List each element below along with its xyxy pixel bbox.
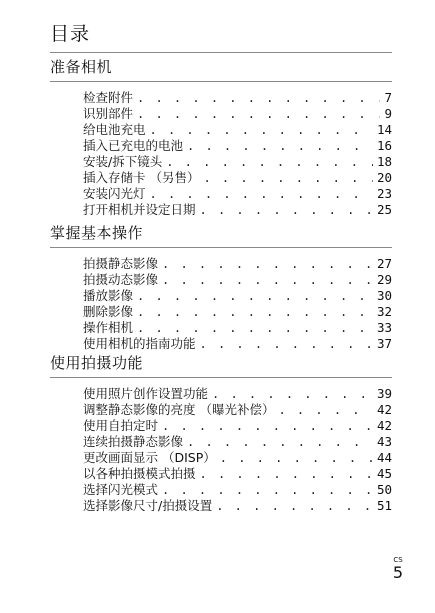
entry-page-number: 29 <box>376 272 392 287</box>
toc-entry[interactable] <box>83 304 392 320</box>
dot-leader <box>150 122 373 138</box>
toc-entry[interactable] <box>83 466 392 482</box>
dot-leader <box>212 386 373 402</box>
toc-entry[interactable] <box>83 154 392 170</box>
language-code: CS <box>393 556 403 564</box>
toc-entry[interactable] <box>83 386 392 402</box>
entry-label: 以各种拍摄模式拍摄 <box>83 466 196 481</box>
entry-page-number: 42 <box>376 418 392 433</box>
entry-label: 选择闪光模式 <box>83 482 159 497</box>
entry-label: 识别部件 <box>83 106 134 121</box>
page-title: 目录 <box>50 23 91 45</box>
toc-entry[interactable] <box>83 202 392 218</box>
toc-entry[interactable] <box>83 402 392 418</box>
section-rule <box>50 81 392 82</box>
dot-leader <box>137 304 373 320</box>
dot-leader <box>137 106 380 122</box>
entry-label: 更改画面显示 （DISP） <box>83 450 216 465</box>
entry-page-number: 16 <box>376 138 392 153</box>
entry-page-number: 37 <box>376 336 392 351</box>
dot-leader <box>150 186 373 202</box>
toc-section-shooting <box>50 354 392 514</box>
toc-entry[interactable] <box>83 138 392 154</box>
toc-entry[interactable] <box>83 186 392 202</box>
toc-entry[interactable] <box>83 170 392 186</box>
entry-page-number: 44 <box>376 450 392 465</box>
entry-label: 使用相机的指南功能 <box>83 336 196 351</box>
toc-entry[interactable] <box>83 288 392 304</box>
entry-page-number: 43 <box>376 434 392 449</box>
entry-page-number: 33 <box>376 320 392 335</box>
entry-page-number: 14 <box>376 122 392 137</box>
toc-entry[interactable] <box>83 90 392 106</box>
toc-entry[interactable] <box>83 256 392 272</box>
toc-entry[interactable] <box>83 434 392 450</box>
title-rule <box>50 52 392 53</box>
entry-label: 连续拍摄静态影像 <box>83 434 184 449</box>
entry-label: 插入存储卡 （另售） <box>83 170 200 185</box>
entry-page-number: 30 <box>376 288 392 303</box>
entry-page-number: 42 <box>376 402 392 417</box>
toc-entry[interactable] <box>83 320 392 336</box>
entry-page-number: 20 <box>376 170 392 185</box>
toc-section-prepare <box>50 58 392 218</box>
entry-label: 调整静态影像的亮度 （曝光补偿） <box>83 402 275 417</box>
entry-label: 删除影像 <box>83 304 134 319</box>
dot-leader <box>187 138 373 154</box>
toc-entry[interactable] <box>83 336 392 352</box>
entry-page-number: 18 <box>376 154 392 169</box>
section-heading: 掌握基本操作 <box>50 224 144 242</box>
entry-page-number: 50 <box>376 482 392 497</box>
dot-leader <box>200 202 373 218</box>
toc-entry[interactable] <box>83 450 392 466</box>
section-rule <box>50 247 392 248</box>
toc-entry[interactable] <box>83 106 392 122</box>
entry-page-number: 9 <box>384 106 392 121</box>
toc-entry[interactable] <box>83 272 392 288</box>
toc-entry[interactable] <box>83 498 392 514</box>
entry-page-number: 45 <box>376 466 392 481</box>
dot-leader <box>162 482 373 498</box>
entry-label: 插入已充电的电池 <box>83 138 184 153</box>
dot-leader <box>166 154 373 170</box>
page-footer <box>391 556 405 582</box>
dot-leader <box>137 288 373 304</box>
dot-leader <box>162 256 373 272</box>
dot-leader <box>216 498 373 514</box>
entry-label: 使用照片创作设置功能 <box>83 386 209 401</box>
entry-page-number: 39 <box>376 386 392 401</box>
dot-leader <box>278 402 372 418</box>
entry-label: 安装/拆下镜头 <box>83 154 163 169</box>
section-heading: 准备相机 <box>50 58 113 76</box>
entry-page-number: 25 <box>376 202 392 217</box>
entry-label: 使用自拍定时 <box>83 418 159 433</box>
entry-label: 拍摄静态影像 <box>83 256 159 271</box>
entry-page-number: 23 <box>376 186 392 201</box>
entry-label: 操作相机 <box>83 320 134 335</box>
entry-label: 拍摄动态影像 <box>83 272 159 287</box>
section-rule <box>50 377 392 378</box>
dot-leader <box>162 418 373 434</box>
entry-label: 给电池充电 <box>83 122 146 137</box>
dot-leader <box>200 336 373 352</box>
entry-page-number: 32 <box>376 304 392 319</box>
dot-leader <box>200 466 373 482</box>
toc-entry[interactable] <box>83 418 392 434</box>
toc-entry[interactable] <box>83 482 392 498</box>
entry-label: 选择影像尺寸/拍摄设置 <box>83 498 213 513</box>
dot-leader <box>137 90 380 106</box>
entry-page-number: 7 <box>384 90 392 105</box>
dot-leader <box>187 434 373 450</box>
dot-leader <box>220 450 373 466</box>
dot-leader <box>162 272 373 288</box>
toc-section-basics <box>50 224 392 352</box>
entry-label: 安装闪光灯 <box>83 186 146 201</box>
dot-leader <box>137 320 373 336</box>
entry-page-number: 51 <box>376 498 392 513</box>
page-number: 5 <box>392 563 404 582</box>
entry-label: 打开相机并设定日期 <box>83 202 196 217</box>
dot-leader <box>203 170 372 186</box>
toc-entry[interactable] <box>83 122 392 138</box>
section-heading: 使用拍摄功能 <box>50 354 144 372</box>
entry-page-number: 27 <box>376 256 392 271</box>
entry-label: 检查附件 <box>83 90 134 105</box>
entry-label: 播放影像 <box>83 288 134 303</box>
